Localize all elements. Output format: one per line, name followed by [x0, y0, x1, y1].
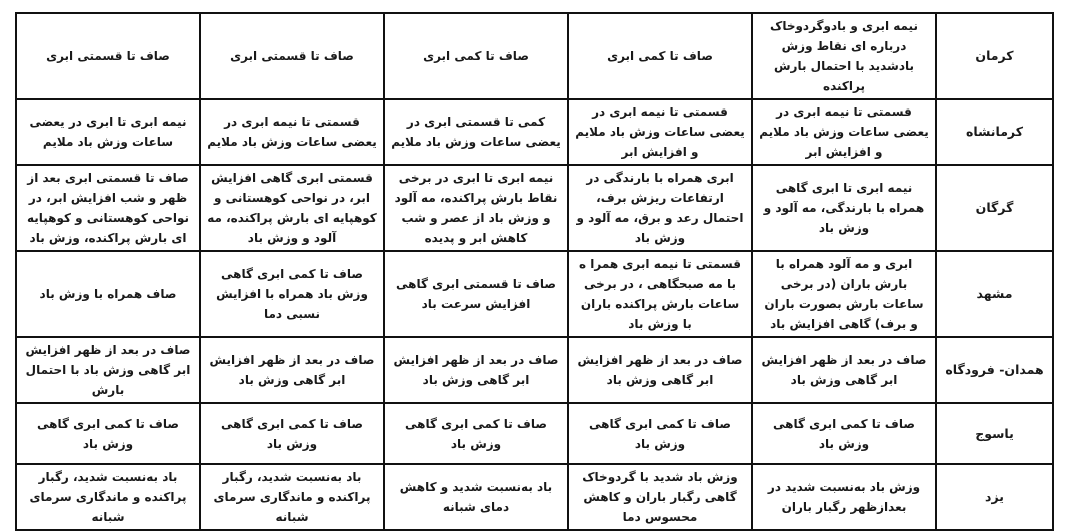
forecast-cell-day-2: صاف در بعد از ظهر افزایش ابر گاهی وزش باد [568, 337, 752, 403]
forecast-cell-day-4: باد به‌نسبت شدید، رگبار پراکنده و ماندگاری سرمای شبانه [200, 464, 384, 530]
forecast-cell-day-4: قسمتی تا نیمه ابری در یعضی ساعات وزش باد ملایم [200, 99, 384, 165]
table-row [16, 251, 1053, 337]
forecast-cell-day-3: باد به‌نسبت شدید و کاهش دمای شبانه [384, 464, 568, 530]
weather-forecast-table [15, 12, 1054, 531]
city-name-cell: یاسوج [936, 403, 1053, 464]
forecast-cell-day-3: صاف تا کمی ابری گاهی وزش باد [384, 403, 568, 464]
table-row [16, 165, 1053, 251]
forecast-cell-day-2: قسمتی تا نیمه ابری همرا ه با مه صبحگاهی ، در برخی ساعات بارش پراکنده باران با وزش باد [568, 251, 752, 337]
table-row [16, 13, 1053, 99]
forecast-cell-day-2: صاف تا کمی ابری گاهی وزش باد [568, 403, 752, 464]
forecast-cell-day-5: صاف تا کمی ابری گاهی وزش باد [16, 403, 200, 464]
forecast-cell-day-2: صاف تا کمی ابری [568, 13, 752, 99]
table-body [16, 13, 1053, 530]
city-name-cell: مشهد [936, 251, 1053, 337]
forecast-cell-day-2: ابری همراه با بارندگی در ارتفاعات ریزش برف، احتمال رعد و برق، مه آلود و وزش باد [568, 165, 752, 251]
forecast-cell-day-1: صاف در بعد از ظهر افزایش ابر گاهی وزش باد [752, 337, 936, 403]
forecast-cell-day-5: صاف همراه با وزش باد [16, 251, 200, 337]
forecast-cell-day-1: صاف تا کمی ابری گاهی وزش باد [752, 403, 936, 464]
city-name-cell: گرگان [936, 165, 1053, 251]
forecast-cell-day-2: وزش باد شدید با گردوخاک گاهی رگبار باران و کاهش محسوس دما [568, 464, 752, 530]
forecast-cell-day-4: صاف در بعد از ظهر افزایش ابر گاهی وزش باد [200, 337, 384, 403]
forecast-cell-day-1: وزش باد به‌نسبت شدید در بعدازظهر رگبار باران [752, 464, 936, 530]
table-row [16, 464, 1053, 530]
forecast-cell-day-2: قسمتی تا نیمه ابری در یعضی ساعات وزش باد ملایم و افزایش ابر [568, 99, 752, 165]
city-name-cell: همدان- فرودگاه [936, 337, 1053, 403]
forecast-cell-day-4: صاف تا کمی ابری گاهی وزش باد همراه با افزایش نسبی دما [200, 251, 384, 337]
forecast-cell-day-3: صاف تا قسمتی ابری گاهی افزایش سرعت باد [384, 251, 568, 337]
table-row [16, 337, 1053, 403]
forecast-cell-day-5: صاف تا قسمتی ابری [16, 13, 200, 99]
table-row [16, 99, 1053, 165]
forecast-cell-day-1: قسمتی تا نیمه ابری در یعضی ساعات وزش باد ملایم و افزایش ابر [752, 99, 936, 165]
forecast-cell-day-3: صاف تا کمی ابری [384, 13, 568, 99]
forecast-cell-day-5: صاف تا قسمتی ابری بعد از ظهر و شب افزایش ابر، در نواحی کوهستانی و کوهپایه ای بارش پراکنده، وزش باد [16, 165, 200, 251]
forecast-cell-day-4: صاف تا قسمتی ابری [200, 13, 384, 99]
forecast-cell-day-1: ابری و مه آلود همراه با بارش باران (در برخی ساعات بارش بصورت باران و برف) گاهی افزایش باد [752, 251, 936, 337]
table-row [16, 403, 1053, 464]
forecast-cell-day-3: نیمه ابری تا ابری در برخی نقاط بارش پراکنده، مه آلود و وزش باد از عصر و شب کاهش ابر و پدیده [384, 165, 568, 251]
forecast-cell-day-1: نیمه ابری و بادوگردوخاک درباره ای نقاط وزش بادشدید با احتمال بارش پراکنده [752, 13, 936, 99]
forecast-cell-day-3: صاف در بعد از ظهر افزایش ابر گاهی وزش باد [384, 337, 568, 403]
city-name-cell: کرمان [936, 13, 1053, 99]
forecast-cell-day-5: نیمه ابری تا ابری در یعضی ساعات وزش باد ملایم [16, 99, 200, 165]
forecast-cell-day-5: باد به‌نسبت شدید، رگبار پراکنده و ماندگاری سرمای شبانه [16, 464, 200, 530]
forecast-cell-day-4: قسمتی ابری گاهی افزایش ابر، در نواحی کوهستانی و کوهپایه ای بارش پراکنده، مه آلود و وزش باد [200, 165, 384, 251]
city-name-cell: یزد [936, 464, 1053, 530]
forecast-cell-day-5: صاف در بعد از ظهر افزایش ابر گاهی وزش باد با احتمال بارش [16, 337, 200, 403]
city-name-cell: کرمانشاه [936, 99, 1053, 165]
forecast-cell-day-4: صاف تا کمی ابری گاهی وزش باد [200, 403, 384, 464]
forecast-cell-day-1: نیمه ابری تا ابری گاهی همراه با بارندگی، مه آلود و وزش باد [752, 165, 936, 251]
forecast-cell-day-3: کمی تا قسمتی ابری در یعضی ساعات وزش باد ملایم [384, 99, 568, 165]
